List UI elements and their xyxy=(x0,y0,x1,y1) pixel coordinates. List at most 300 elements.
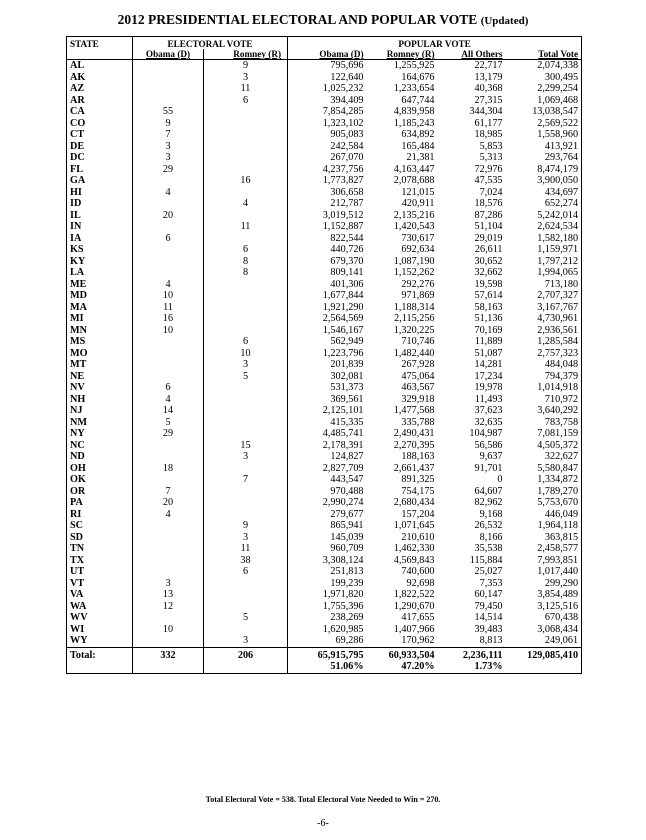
pv-others: 19,978 xyxy=(474,382,503,393)
pv-obama: 4,485,741 xyxy=(288,428,367,440)
pv-total: 2,458,577 xyxy=(537,543,579,554)
ev-romney: 3 xyxy=(204,451,288,463)
state-code: IN xyxy=(70,221,82,232)
ev-romney: 4 xyxy=(204,198,288,210)
state-code: NE xyxy=(70,370,85,382)
pv-others: 32,662 xyxy=(474,267,503,278)
ev-romney xyxy=(204,509,288,521)
ev-romney xyxy=(204,463,288,475)
total-pv-total: 129,085,410 xyxy=(506,647,582,673)
ev-romney xyxy=(204,302,288,314)
ev-obama xyxy=(133,60,204,72)
total-pv-obama-count: 65,915,795 xyxy=(317,649,364,661)
state-code: OR xyxy=(70,485,86,497)
pv-total: 1,069,468 xyxy=(537,94,579,106)
col-pv-obama: Obama (D) xyxy=(319,49,364,59)
state-code: KY xyxy=(70,255,86,267)
ev-obama: 10 xyxy=(133,624,204,636)
pv-total: 363,815 xyxy=(544,531,579,543)
popular-vote-header: POPULAR VOTE xyxy=(288,37,582,50)
pv-romney: 188,163 xyxy=(401,451,435,462)
table-row xyxy=(67,543,582,555)
pv-romney: 754,175 xyxy=(401,485,435,497)
ev-obama: 18 xyxy=(133,463,204,475)
pv-obama: 1,223,796 xyxy=(288,348,367,360)
pv-romney: 165,484 xyxy=(401,140,435,152)
pv-romney: 2,680,434 xyxy=(393,497,435,508)
table-row xyxy=(67,417,582,429)
ev-romney xyxy=(204,486,288,498)
pv-others: 61,177 xyxy=(474,117,503,129)
ev-obama: 4 xyxy=(133,509,204,521)
pv-total: 2,569,522 xyxy=(537,117,579,129)
state-code: MT xyxy=(70,359,87,370)
ev-romney xyxy=(204,578,288,590)
table-row xyxy=(67,60,582,72)
pv-romney: 634,892 xyxy=(401,129,435,140)
pv-total: 3,854,489 xyxy=(537,589,579,600)
pv-total: 1,789,270 xyxy=(537,485,579,497)
pv-romney: 170,962 xyxy=(401,635,435,646)
table-row xyxy=(67,302,582,314)
pv-total: 5,753,670 xyxy=(537,497,579,508)
pv-obama: 306,658 xyxy=(288,187,367,199)
pv-obama: 2,990,274 xyxy=(288,497,367,509)
ev-obama: 9 xyxy=(133,118,204,130)
ev-obama: 7 xyxy=(133,129,204,141)
ev-romney: 11 xyxy=(204,543,288,555)
pv-obama: 145,039 xyxy=(288,532,367,544)
total-pv-others-count: 2,236,111 xyxy=(462,649,503,661)
table-row xyxy=(67,210,582,222)
pv-obama: 1,025,232 xyxy=(288,83,367,95)
pv-obama: 2,827,709 xyxy=(288,463,367,475)
col-pv-total: Total Vote xyxy=(538,49,579,59)
state-code: VT xyxy=(70,577,85,589)
ev-obama xyxy=(133,95,204,107)
pv-others: 30,652 xyxy=(474,255,503,267)
state-code: NY xyxy=(70,428,85,439)
pv-total: 2,624,534 xyxy=(537,221,579,232)
pv-total: 1,334,872 xyxy=(537,474,579,485)
ev-romney: 38 xyxy=(204,555,288,567)
ev-romney xyxy=(204,129,288,141)
pv-total: 1,159,971 xyxy=(537,244,579,255)
state-code: UT xyxy=(70,566,85,577)
table-row xyxy=(67,451,582,463)
pv-romney: 2,078,688 xyxy=(393,175,435,186)
pv-romney: 4,163,447 xyxy=(393,163,435,175)
state-code: MD xyxy=(70,290,87,301)
state-code: WY xyxy=(70,635,88,646)
pv-others: 14,514 xyxy=(474,612,503,623)
pv-others: 344,304 xyxy=(469,106,503,117)
pv-others: 18,985 xyxy=(474,129,503,140)
ev-romney: 16 xyxy=(204,175,288,187)
pv-romney: 157,204 xyxy=(401,508,435,520)
ev-obama xyxy=(133,244,204,256)
pv-romney: 647,744 xyxy=(401,94,435,106)
pv-romney: 1,152,262 xyxy=(393,267,435,278)
pv-romney: 1,185,243 xyxy=(393,117,435,129)
ev-romney xyxy=(204,394,288,406)
ev-obama xyxy=(133,635,204,647)
pv-total: 652,274 xyxy=(544,198,579,209)
pv-total: 7,993,851 xyxy=(537,554,579,566)
ev-romney: 6 xyxy=(204,244,288,256)
table-row xyxy=(67,566,582,578)
pv-total: 446,049 xyxy=(544,508,579,520)
table-row xyxy=(67,486,582,498)
ev-obama: 5 xyxy=(133,417,204,429)
table-total xyxy=(67,647,582,673)
ev-obama xyxy=(133,451,204,463)
ev-romney: 9 xyxy=(204,60,288,72)
pv-others: 14,281 xyxy=(474,359,503,370)
pv-obama: 2,125,101 xyxy=(288,405,367,417)
pv-obama: 201,839 xyxy=(288,359,367,371)
ev-obama xyxy=(133,440,204,452)
pv-obama: 369,561 xyxy=(288,394,367,406)
pv-total: 434,697 xyxy=(544,186,579,198)
total-pv-others xyxy=(438,647,506,673)
ev-obama: 11 xyxy=(133,302,204,314)
table-row xyxy=(67,72,582,84)
page-number: -6- xyxy=(317,818,329,829)
pv-total: 3,900,050 xyxy=(537,175,579,186)
state-code: WI xyxy=(70,623,85,635)
pv-romney: 4,839,958 xyxy=(393,106,435,117)
ev-obama xyxy=(133,198,204,210)
state-code: LA xyxy=(70,267,85,278)
ev-obama xyxy=(133,543,204,555)
pv-total: 5,580,847 xyxy=(537,462,579,474)
pv-total: 1,014,918 xyxy=(537,382,579,393)
table-row xyxy=(67,382,582,394)
pv-romney: 1,320,225 xyxy=(393,324,435,336)
pv-others: 51,104 xyxy=(474,221,503,232)
pv-romney: 164,676 xyxy=(401,71,435,83)
pv-others: 115,884 xyxy=(469,554,503,566)
ev-obama xyxy=(133,520,204,532)
pv-total: 484,048 xyxy=(544,359,579,370)
state-code: NM xyxy=(70,416,87,428)
ev-obama xyxy=(133,72,204,84)
pv-romney: 1,407,966 xyxy=(393,623,435,635)
state-code: DE xyxy=(70,140,85,152)
state-code: RI xyxy=(70,508,82,520)
ev-obama: 3 xyxy=(133,141,204,153)
pv-obama: 69,286 xyxy=(288,635,367,647)
pv-obama: 440,726 xyxy=(288,244,367,256)
ev-obama xyxy=(133,612,204,624)
pv-obama: 1,323,102 xyxy=(288,118,367,130)
state-code: PA xyxy=(70,497,83,508)
ev-romney: 15 xyxy=(204,440,288,452)
state-code: HI xyxy=(70,186,82,198)
table-row xyxy=(67,175,582,187)
pv-total: 670,438 xyxy=(544,612,579,623)
pv-obama: 960,709 xyxy=(288,543,367,555)
pv-obama: 3,308,124 xyxy=(288,555,367,567)
ev-obama: 13 xyxy=(133,589,204,601)
table-row xyxy=(67,497,582,509)
ev-romney xyxy=(204,325,288,337)
pv-obama: 394,409 xyxy=(288,95,367,107)
pv-romney: 1,233,654 xyxy=(393,83,435,94)
table-row xyxy=(67,428,582,440)
pv-total: 2,757,323 xyxy=(537,347,579,359)
pv-others: 82,962 xyxy=(474,497,503,508)
pv-romney: 21,381 xyxy=(406,152,435,163)
col-pv-others: All Others xyxy=(461,49,503,59)
pv-romney: 329,918 xyxy=(401,393,435,405)
state-code: MS xyxy=(70,336,86,347)
ev-romney: 3 xyxy=(204,532,288,544)
pv-others: 32,635 xyxy=(474,416,503,428)
pv-others: 29,019 xyxy=(474,232,503,244)
pv-obama: 242,584 xyxy=(288,141,367,153)
pv-romney: 1,255,925 xyxy=(393,60,435,71)
total-row xyxy=(67,647,582,673)
state-code: FL xyxy=(70,163,84,175)
pv-others: 39,483 xyxy=(474,623,503,635)
ev-romney xyxy=(204,106,288,118)
table-row xyxy=(67,624,582,636)
pv-romney: 1,420,543 xyxy=(393,221,435,232)
ev-obama: 12 xyxy=(133,601,204,613)
ev-romney: 8 xyxy=(204,256,288,268)
pv-others: 8,813 xyxy=(479,635,503,646)
pv-others: 8,166 xyxy=(479,531,503,543)
table-row xyxy=(67,359,582,371)
pv-others: 58,163 xyxy=(474,301,503,313)
state-code: IA xyxy=(70,232,82,244)
ev-romney: 3 xyxy=(204,72,288,84)
ev-romney: 7 xyxy=(204,474,288,486)
pv-romney: 1,087,190 xyxy=(393,255,435,267)
ev-romney: 3 xyxy=(204,359,288,371)
table-row xyxy=(67,532,582,544)
pv-romney: 121,015 xyxy=(401,186,435,198)
ev-romney xyxy=(204,118,288,130)
ev-obama: 10 xyxy=(133,325,204,337)
state-code: MA xyxy=(70,301,87,313)
pv-others: 35,538 xyxy=(474,543,503,554)
state-code: TN xyxy=(70,543,85,554)
pv-others: 72,976 xyxy=(474,163,503,175)
ev-obama: 4 xyxy=(133,279,204,291)
pv-romney: 1,188,314 xyxy=(393,301,435,313)
table-row xyxy=(67,198,582,210)
table-row xyxy=(67,336,582,348)
pv-total: 2,707,327 xyxy=(537,290,579,301)
pv-total: 322,627 xyxy=(544,451,579,462)
ev-romney: 10 xyxy=(204,348,288,360)
ev-obama: 20 xyxy=(133,210,204,222)
pv-total: 3,640,292 xyxy=(537,405,579,416)
ev-romney: 5 xyxy=(204,371,288,383)
ev-romney xyxy=(204,428,288,440)
pv-romney: 267,928 xyxy=(401,359,435,370)
total-pv-obama-pct: 51.06% xyxy=(330,661,364,672)
ev-romney xyxy=(204,233,288,245)
pv-romney: 292,276 xyxy=(401,278,435,290)
ev-obama: 29 xyxy=(133,428,204,440)
state-code: NJ xyxy=(70,405,83,416)
pv-others: 26,532 xyxy=(474,520,503,531)
ev-obama xyxy=(133,348,204,360)
pv-obama: 679,370 xyxy=(288,256,367,268)
pv-total: 299,290 xyxy=(544,577,579,589)
ev-obama xyxy=(133,532,204,544)
pv-obama: 2,178,391 xyxy=(288,440,367,452)
state-code: AK xyxy=(70,71,86,83)
state-code: ME xyxy=(70,278,87,290)
ev-obama: 29 xyxy=(133,164,204,176)
state-code: OH xyxy=(70,462,86,474)
pv-others: 37,623 xyxy=(474,405,503,416)
pv-romney: 740,600 xyxy=(401,566,435,577)
ev-obama xyxy=(133,359,204,371)
pv-obama: 267,070 xyxy=(288,152,367,164)
ev-obama xyxy=(133,221,204,233)
pv-obama: 415,335 xyxy=(288,417,367,429)
table-row xyxy=(67,279,582,291)
ev-romney: 11 xyxy=(204,83,288,95)
pv-obama: 238,269 xyxy=(288,612,367,624)
ev-obama: 10 xyxy=(133,290,204,302)
pv-others: 57,614 xyxy=(474,290,503,301)
pv-obama: 302,081 xyxy=(288,371,367,383)
pv-total: 2,299,254 xyxy=(537,83,579,94)
ev-romney: 3 xyxy=(204,635,288,647)
pv-obama: 443,547 xyxy=(288,474,367,486)
pv-obama: 795,696 xyxy=(288,60,367,72)
state-code: ID xyxy=(70,198,82,209)
pv-total: 413,921 xyxy=(544,140,579,152)
table-row xyxy=(67,221,582,233)
pv-romney: 420,911 xyxy=(401,198,435,209)
pv-total: 710,972 xyxy=(544,393,579,405)
pv-romney: 4,569,843 xyxy=(393,554,435,566)
pv-others: 70,169 xyxy=(474,324,503,336)
state-code: AZ xyxy=(70,83,85,94)
pv-romney: 730,617 xyxy=(401,232,435,244)
pv-total: 1,017,440 xyxy=(537,566,579,577)
ev-obama xyxy=(133,566,204,578)
state-code: VA xyxy=(70,589,84,600)
ev-obama: 14 xyxy=(133,405,204,417)
ev-romney: 11 xyxy=(204,221,288,233)
pv-others: 27,315 xyxy=(474,94,503,106)
total-ev-romney: 206 xyxy=(204,647,288,673)
ev-romney xyxy=(204,624,288,636)
state-code: MO xyxy=(70,347,88,359)
table-row xyxy=(67,83,582,95)
ev-romney: 9 xyxy=(204,520,288,532)
ev-obama: 4 xyxy=(133,394,204,406)
pv-romney: 417,655 xyxy=(401,612,435,623)
ev-obama: 3 xyxy=(133,152,204,164)
pv-obama: 1,546,167 xyxy=(288,325,367,337)
pv-total: 300,495 xyxy=(544,71,579,83)
pv-obama: 562,949 xyxy=(288,336,367,348)
pv-romney: 710,746 xyxy=(401,336,435,347)
pv-romney: 1,822,522 xyxy=(393,589,435,600)
footer-note: Total Electoral Vote = 538. Total Electoral Vote Needed to Win = 270. xyxy=(205,795,441,804)
ev-romney xyxy=(204,601,288,613)
state-code: OK xyxy=(70,474,86,485)
state-code: CA xyxy=(70,106,85,117)
table-row xyxy=(67,129,582,141)
state-code: MI xyxy=(70,313,84,324)
pv-obama: 809,141 xyxy=(288,267,367,279)
ev-romney xyxy=(204,279,288,291)
pv-others: 104,987 xyxy=(469,428,503,439)
pv-others: 7,024 xyxy=(479,186,503,198)
ev-romney xyxy=(204,497,288,509)
pv-obama: 1,677,844 xyxy=(288,290,367,302)
ev-romney xyxy=(204,141,288,153)
pv-obama: 905,083 xyxy=(288,129,367,141)
pv-obama: 279,677 xyxy=(288,509,367,521)
pv-romney: 335,788 xyxy=(401,416,435,428)
ev-romney xyxy=(204,313,288,325)
table-row xyxy=(67,555,582,567)
ev-obama xyxy=(133,83,204,95)
state-code: DC xyxy=(70,152,85,163)
pv-romney: 1,290,670 xyxy=(393,600,435,612)
table-row xyxy=(67,394,582,406)
pv-others: 19,598 xyxy=(474,278,503,290)
pv-others: 60,147 xyxy=(474,589,503,600)
ev-romney xyxy=(204,164,288,176)
pv-total: 249,061 xyxy=(544,635,579,646)
ev-romney: 8 xyxy=(204,267,288,279)
col-pv-romney: Romney (R) xyxy=(386,49,435,59)
pv-others: 13,179 xyxy=(474,71,503,83)
table-row xyxy=(67,313,582,325)
state-code: TX xyxy=(70,554,85,566)
pv-romney: 92,698 xyxy=(406,577,435,589)
pv-romney: 2,135,216 xyxy=(393,209,435,221)
total-label: Total: xyxy=(67,647,133,673)
ev-obama: 6 xyxy=(133,382,204,394)
title-subtitle: (Updated) xyxy=(480,15,529,27)
pv-romney: 210,610 xyxy=(401,531,435,543)
total-pv-others-pct: 1.73% xyxy=(474,661,503,672)
ev-romney xyxy=(204,405,288,417)
pv-total: 1,558,960 xyxy=(537,129,579,140)
ev-romney xyxy=(204,152,288,164)
ev-obama: 7 xyxy=(133,486,204,498)
page-title xyxy=(0,12,646,28)
pv-total: 794,379 xyxy=(544,370,579,382)
ev-romney: 5 xyxy=(204,612,288,624)
ev-romney xyxy=(204,382,288,394)
pv-others: 5,853 xyxy=(479,140,503,152)
table-row xyxy=(67,474,582,486)
pv-others: 17,234 xyxy=(474,370,503,382)
table-row xyxy=(67,578,582,590)
state-code: ND xyxy=(70,451,85,462)
pv-romney: 971,869 xyxy=(401,290,435,301)
electoral-vote-header: ELECTORAL VOTE xyxy=(133,37,288,50)
state-code: SC xyxy=(70,520,84,531)
pv-obama: 1,971,820 xyxy=(288,589,367,601)
pv-others: 7,353 xyxy=(479,577,503,589)
